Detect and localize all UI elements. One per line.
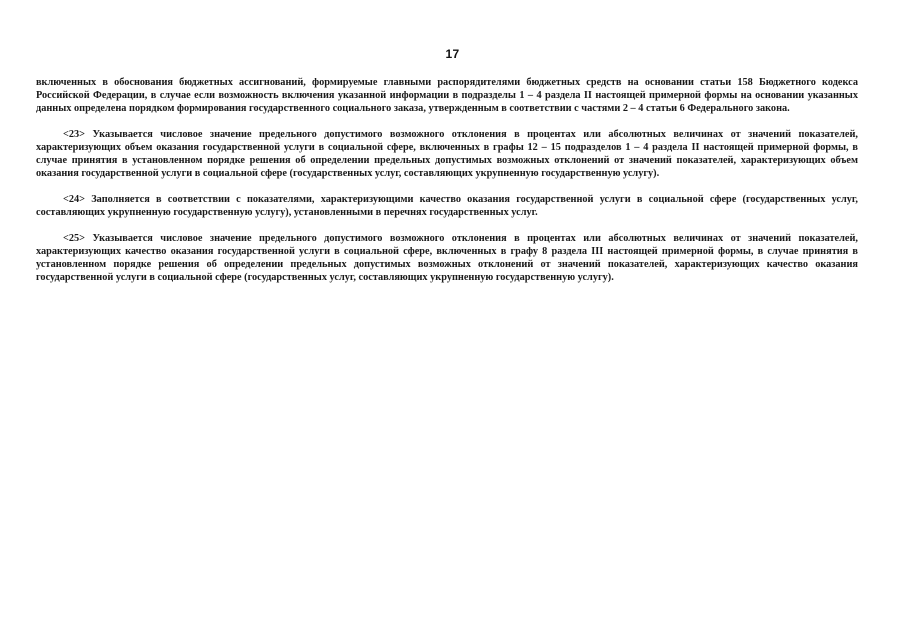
paragraph-continuation: включенных в обоснования бюджетных ассигнований, формируемые главными распорядителями бюджетных средств на основании статьи 158 Бюджетного кодекса Российской Федерации, в случае если возможность включения указанной информации в подразделы 1 – 4 раздела II настоящей примерной формы на основании указанных данных определена порядком формирования государственного социального заказа, утвержденным в соответствии с частями 2 – 4 статьи 6 Федерального закона. [36, 77, 858, 114]
footnote-23: <23> Указывается числовое значение предельного допустимого возможного отклонения в процентах или абсолютных величинах от значений показателей, характеризующих объем оказания государственной услуги в социальной сфере, включенных в графы 12 – 15 подразделов 1 – 4 раздела II настоящей примерной формы, в случае принятия в установленном порядке решения об определении предельных допустимых возможных отклонений от значений показателей, характеризующих объем оказания государственной услуги в социальной сфере (государственных услуг, составляющих укрупненную государственную услугу). [36, 129, 858, 179]
footnote-24: <24> Заполняется в соответствии с показателями, характеризующими качество оказания государственной услуги в социальной сфере (государственных услуг, составляющих укрупненную государственную услугу), установленными в перечнях государственных услуг. [36, 194, 858, 218]
page-number: 17 [445, 47, 460, 61]
footnote-25: <25> Указывается числовое значение предельного допустимого возможного отклонения в процентах или абсолютных величинах от значений показателей, характеризующих качество оказания государственной услуги в социальной сфере, включенных в графу 8 раздела III настоящей примерной формы, в случае принятия в установленном порядке решения об определении предельных допустимых возможных отклонений от значений показателей, характеризующих качество оказания государственной услуги в социальной сфере (государственных услуг, составляющих укрупненную государственную услугу). [36, 233, 858, 283]
document-body [36, 76, 858, 284]
